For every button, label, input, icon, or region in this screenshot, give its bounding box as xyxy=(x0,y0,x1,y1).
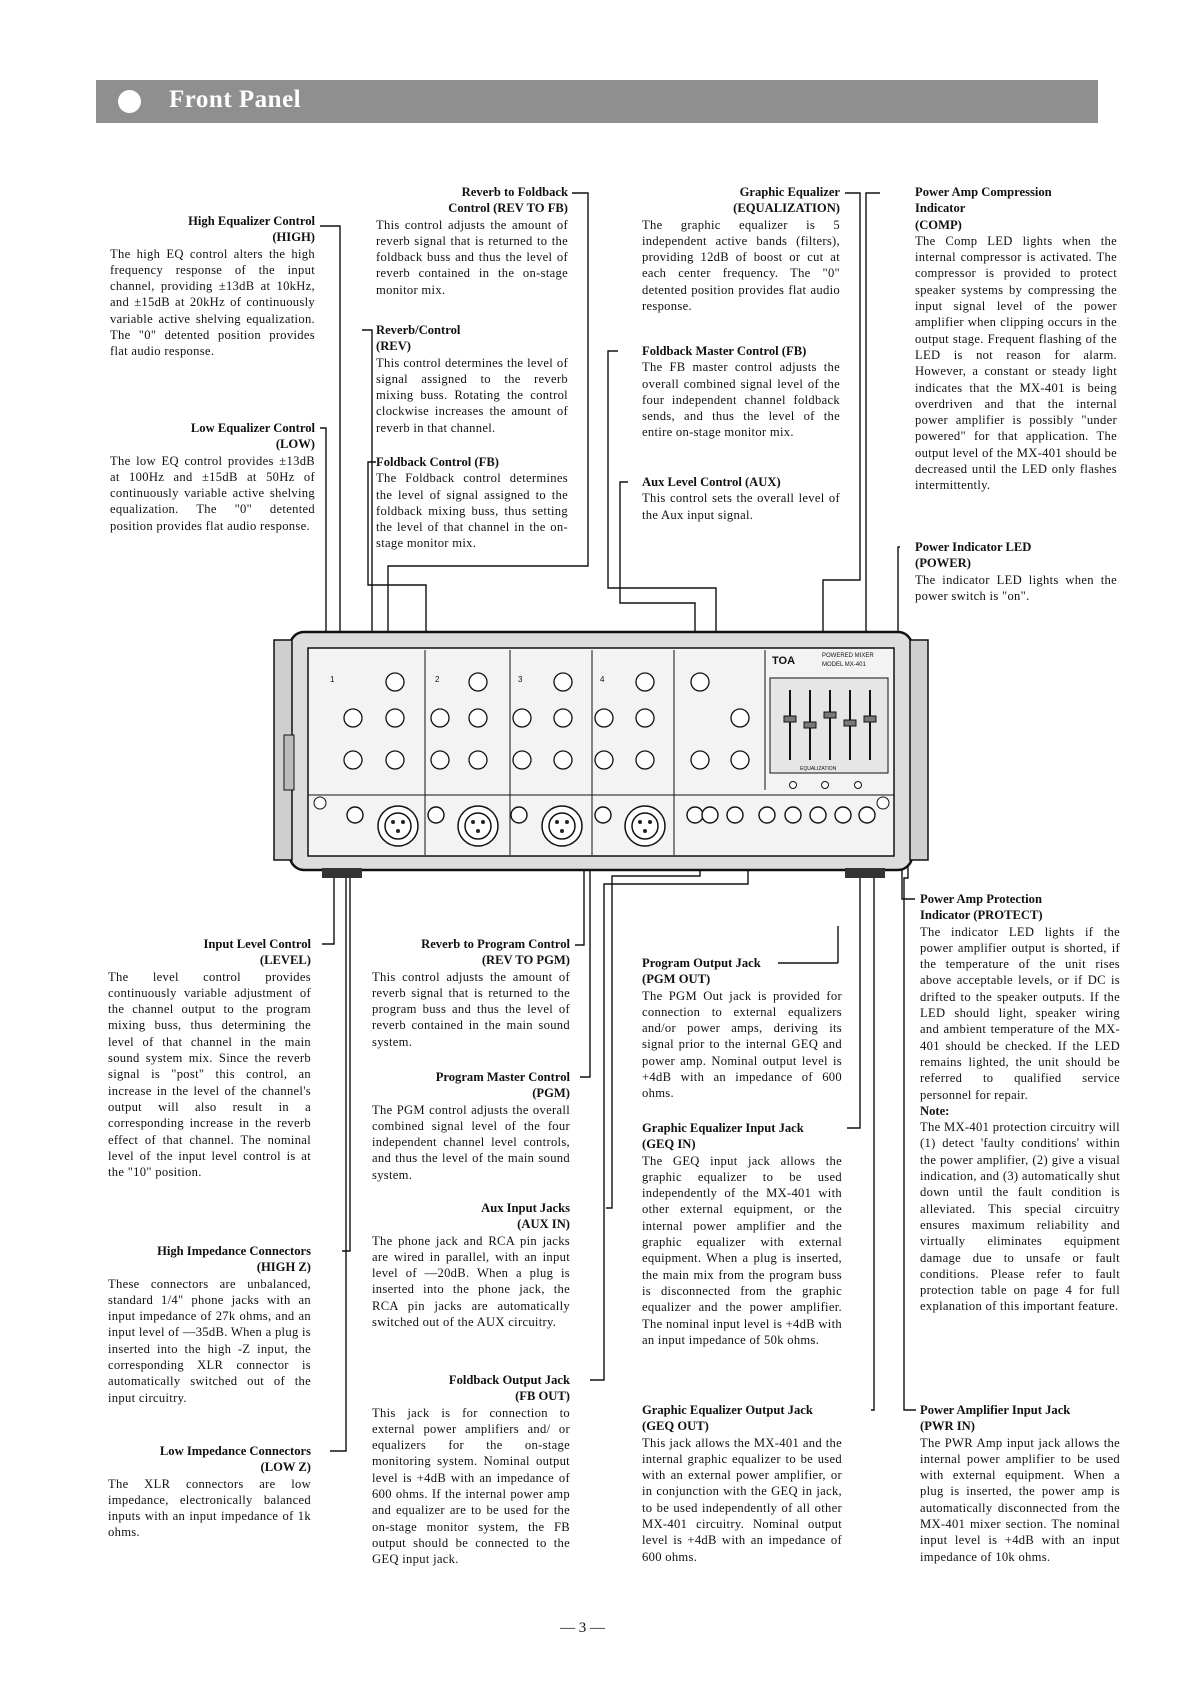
rev-to-pgm-description: Reverb to Program Control (REV TO PGM) This control adjusts the amount of reverb signal that is returned to the program buss and thus the level of reverb contained in the main sound system. xyxy=(372,937,570,1049)
channel-number: 2 xyxy=(435,675,440,684)
fb-master-description: Foldback Master Control (FB) The FB master control adjusts the overall combined signal level of the four independent channel foldback sends, and thus the level of the entire on-stage monitor mix. xyxy=(642,344,840,440)
page-number: — 3 — xyxy=(560,1620,605,1636)
power-led-description: Power Indicator LED (POWER) The indicator LED lights when the power switch is "on". xyxy=(915,540,1117,603)
eq-label: EQUALIZATION xyxy=(800,766,837,772)
fb-description: Foldback Control (FB) The Foldback control determines the level of signal assigned to the foldback mixing buss, thus setting the level of that channel in the on-stage monitor mix. xyxy=(376,455,568,551)
low-z-description: Low Impedance Connectors (LOW Z) The XLR connectors are low impedance, electronically balanced inputs with an input impedance of 1k ohms. xyxy=(108,1444,311,1540)
low-eq-description: Low Equalizer Control (LOW) The low EQ control provides ±13dB at 100Hz and ±15dB at 50Hz of continuously variable active shelving equalization. The "0" detented position provides flat audio response. xyxy=(110,421,315,533)
comp-description: Power Amp Compression Indicator (COMP) The Comp LED lights when the internal compressor is activated. The compressor is provided to protect speaker systems by compressing the input signal level of the power amplifier when clipping occurs in the output stage. Frequent flashing of the LED is not reason for alarm. However, a constant or steady light indicates that the MX-401 is being overdriven and that the internal power amplifier is possibly "under powered" for that application. The output level of the MX-401 should be decreased until the LED only flashes intermittently. xyxy=(915,185,1117,493)
rev-description: Reverb/Control (REV) This control determines the level of signal assigned to the reverb mixing buss. Rotating the control clockwise increases the amount of reverb in that channel. xyxy=(376,323,568,435)
product-label: POWERED MIXER xyxy=(822,653,874,659)
geq-out-description: Graphic Equalizer Output Jack (GEQ OUT) This jack allows the MX-401 and the internal graphic equalizer to be used with an external power amplifier, or in conjunction with the GEQ in jack, to be used independently of all other MX-401 circuitry. Nominal output level is +4dB with an impedance of 600 ohms. xyxy=(642,1403,842,1564)
mixer-panel xyxy=(274,632,928,878)
page-title: Front Panel xyxy=(169,86,302,113)
channel-number: 1 xyxy=(330,675,335,684)
pwr-in-description: Power Amplifier Input Jack (PWR IN) The PWR Amp input jack allows the internal power amplifier to be used with external equipment. When a plug is inserted, the power amp is automatically disconnected from the MX-401 mixer section. The nominal input level is +4dB with an input impedance of 10k ohms. xyxy=(920,1403,1120,1564)
aux-in-description: Aux Input Jacks (AUX IN) The phone jack and RCA pin jacks are wired in parallel, with an input level of —20dB. When a plug is inserted into the phone jack, the RCA pin jacks are automatically switched out of the AUX circuitry. xyxy=(372,1201,570,1330)
model-label: MODEL MX-401 xyxy=(822,662,866,668)
geq-in-description: Graphic Equalizer Input Jack (GEQ IN) The GEQ input jack allows the graphic equalizer to be used independently of the MX-401 with other external equipment, or the internal power amplifier and the graphic equalizer with external equipment. When a plug is inserted, the main mix from the program buss is disconnected from the graphic equalizer and the power amplifier. The nominal input level is +4dB with an input impedance of 50k ohms. xyxy=(642,1121,842,1347)
aux-level-description: Aux Level Control (AUX) This control sets the overall level of the Aux input signal. xyxy=(642,475,840,522)
pgm-description: Program Master Control (PGM) The PGM control adjusts the overall combined signal level of the four independent channel level controls, and thus the level of the main sound system. xyxy=(372,1070,570,1182)
pgm-out-description: Program Output Jack (PGM OUT) The PGM Out jack is provided for connection to external equalizers and/or power amps, deriving its signal prior to the internal GEQ and power amp. Nominal output level is +4dB with an impedance of 600 ohms. xyxy=(642,956,842,1101)
high-eq-description: High Equalizer Control (HIGH) The high EQ control alters the high frequency response of the input channel, providing ±13dB at 10kHz, and ±15dB at 20kHz of continuously variable active shelving equalization. The "0" detented position provides flat audio response. xyxy=(110,214,315,359)
rev-to-fb-description: Reverb to Foldback Control (REV TO FB) This control adjusts the amount of reverb signal that is returned to the foldback buss and thus the level of reverb contained in the on-stage monitor mix. xyxy=(376,185,568,297)
brand-logo: TOA xyxy=(772,655,796,667)
channel-number: 3 xyxy=(518,675,523,684)
channel-number: 4 xyxy=(600,675,605,684)
geq-description: Graphic Equalizer (EQUALIZATION) The graphic equalizer is 5 independent active bands (filters), providing 12dB of boost or cut at each center frequency. The "0" detented position provides flat audio response. xyxy=(642,185,840,314)
fb-out-description: Foldback Output Jack (FB OUT) This jack is for connection to external power amplifiers and/ or equalizers for the on-stage monitoring system. Nominal output level is +4dB with an impedance of 600 ohms. If the internal power amp and equalizer are to be used for the on-stage monitor system, the FB output should be connected to the GEQ input jack. xyxy=(372,1373,570,1567)
high-z-description: High Impedance Connectors (HIGH Z) These connectors are unbalanced, standard 1/4" phone jacks with an input impedance of 27k ohms, and an input level of —35dB. When a plug is inserted into the high -Z input, the corresponding XLR connector is automatically switched out of the input circuitry. xyxy=(108,1244,311,1405)
protect-description: Power Amp Protection Indicator (PROTECT) The indicator LED lights if the power amplifier output is shorted, if the temperature of the unit rises above acceptable levels, or if DC is drifted to the speaker outputs. If the LED should light, speaker wiring and ambient temperature of the MX-401 should be checked. If the LED remains lighted, the unit should be referred to qualified service personnel for repair. Note: The MX-401 protection circuitry will (1) detect 'faulty conditions' within the power amplifier, (2) give a visual indication, and (3) automatically shut down until the fault condition is alleviated. This special circuitry ensures maximum reliability and virtually eliminates equipment damage due to unsafe or fault conditions. Please refer to fault protection table on page 4 for full explanation of this important feature. xyxy=(920,892,1120,1314)
level-description: Input Level Control (LEVEL) The level control provides continuously variable adjustment of the channel output to the program mixing buss, thus determining the level of that channel in the main sound system mix. Since the reverb signal is "post" this control, an increase in the level of the channel's output will also result in a corresponding increase in the reverb effect of that channel. The nominal level of the input level control is at the "10" position. xyxy=(108,937,311,1180)
